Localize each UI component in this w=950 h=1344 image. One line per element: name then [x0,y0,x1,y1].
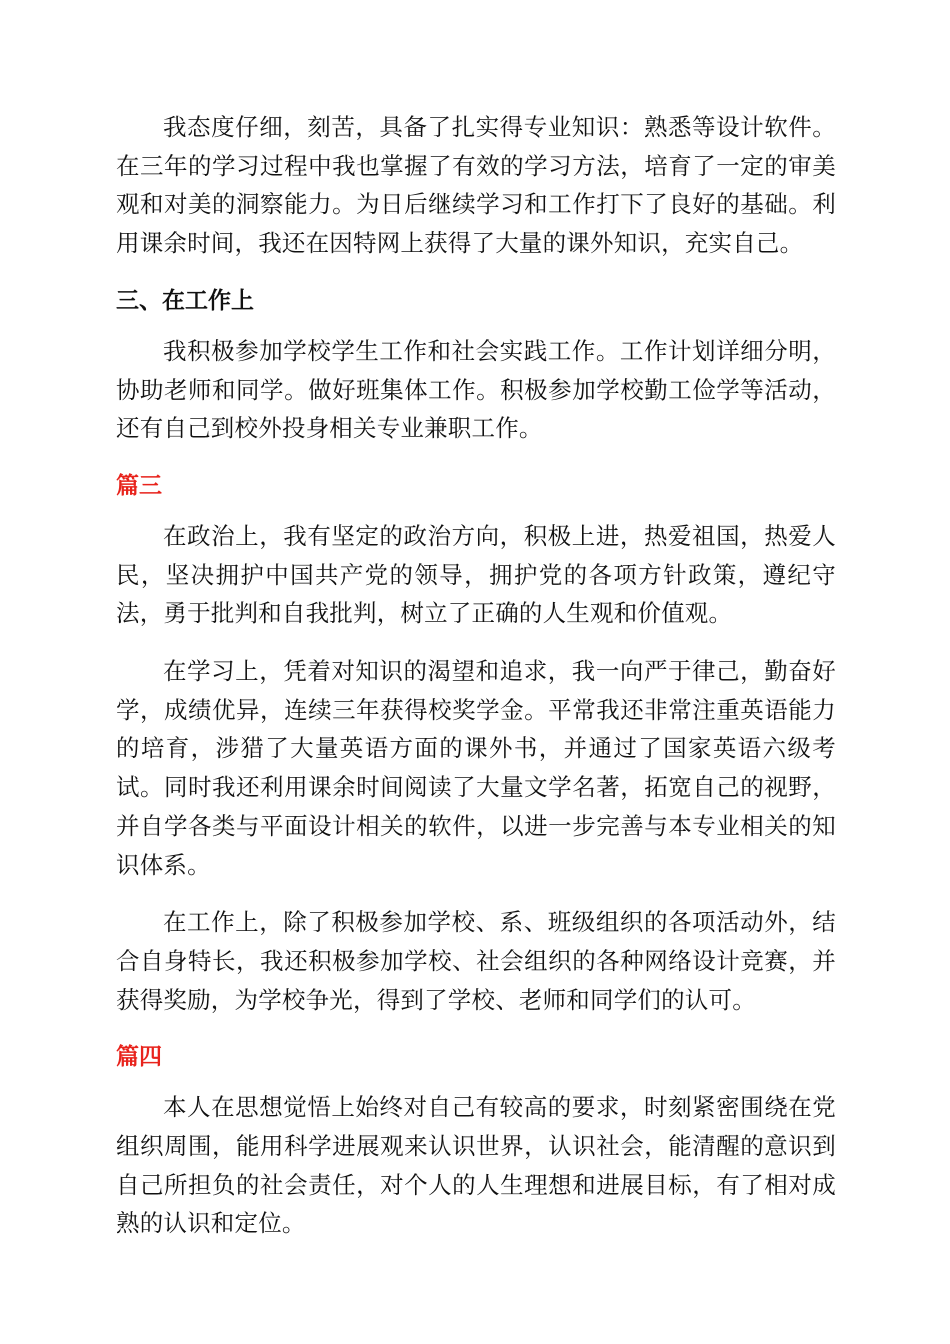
spacer [116,1019,836,1038]
paragraph-study: 在学习上，凭着对知识的渴望和追求，我一向严于律己，勤奋好学，成绩优异，连续三年获得校奖学金。平常我还非常注重英语能力的培育，涉猎了大量英语方面的课外书，并通过了国家英语六级考试。同时我还利用课余时间阅读了大量文学名著，拓宽自己的视野，并自学各类与平面设计相关的软件，以进一步完善与本专业相关的知识体系。 [116,657,836,879]
spacer [116,448,836,467]
section-title-3: 篇三 [116,472,162,499]
spacer [116,633,836,652]
section-title-4: 篇四 [116,1044,162,1071]
paragraph-politics: 在政治上，我有坚定的政治方向，积极上进，热爱祖国，热爱人民，坚决拥护中国共产党的领导，拥护党的各项方针政策，遵纪守法，勇于批判和自我批判，树立了正确的人生观和价值观。 [116,521,836,628]
paragraph-professional-skills: 我态度仔细，刻苦，具备了扎实得专业知识：熟悉等设计软件。在三年的学习过程中我也掌握了有效的学习方法，培育了一定的审美观和对美的洞察能力。为日后继续学习和工作打下了良好的基础。利用课余时间，我还在因特网上获得了大量的课外知识，充实自己。 [116,113,836,258]
subheading-work: 三、在工作上 [116,287,254,314]
spacer [116,884,836,903]
spacer [116,505,836,517]
spacer [116,1076,836,1088]
paragraph-ideology: 本人在思想觉悟上始终对自己有较高的要求，时刻紧密围绕在党组织周围，能用科学进展观来认识世界，认识社会，能清醒的意识到自己所担负的社会责任，对个人的人生理想和进展目标，有了相对成熟的认识和定位。 [116,1093,836,1238]
spacer [116,320,836,332]
paragraph-activities: 在工作上，除了积极参加学校、系、班级组织的各项活动外，结合自身特长，我还积极参加学校、社会组织的各种网络设计竞赛，并获得奖励，为学校争光，得到了学校、老师和同学们的认可。 [116,908,836,1014]
document-body [116,108,836,1243]
spacer [116,263,836,282]
paragraph-work: 我积极参加学校学生工作和社会实践工作。工作计划详细分明，协助老师和同学。做好班集体工作。积极参加学校勤工俭学等活动，还有自己到校外投身相关专业兼职工作。 [116,336,836,443]
